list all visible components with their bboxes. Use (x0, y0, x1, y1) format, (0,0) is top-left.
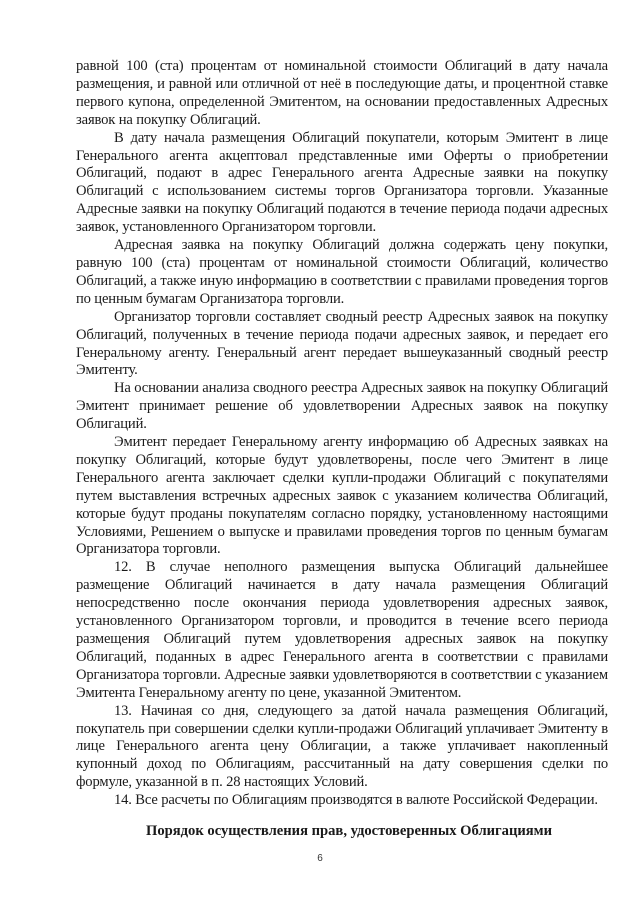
paragraph-item-12: 12. В случае неполного размещения выпуска Облигаций дальнейшее размещение Облигаций начинается в дату начала размещения Облигаций непосредственно после окончания периода удовлетворения адресных заявок, установленного Организатором торговли, и проводится в течение всего периода размещения Облигаций путем удовлетворения адресных заявок на покупку Облигаций, поданных в адрес Генерального агента в соответствии с правилами Организатора торговли. Адресные заявки удовлетворяются в соответствии с указанием Эмитента Генеральному агенту по цене, указанной Эмитентом. (76, 559, 608, 701)
paragraph-placement-day: В дату начала размещения Облигаций покупатели, которым Эмитент в лице Генерального агента акцептовал представленные ими Оферты о приобретении Облигаций, подают в адрес Генерального агента Адресные заявки на покупку Облигаций с использованием системы торгов Организатора торговли. Указанные Адресные заявки на покупку Облигаций подаются в течение периода подачи адресных заявок, установленного Организатором торговли. (76, 129, 608, 236)
paragraph-consolidated-register: Организатор торговли составляет сводный реестр Адресных заявок на покупку Облигаций, полученных в течение периода подачи адресных заявок, и передает его Генеральному агенту. Генеральный агент передает вышеуказанный сводный реестр Эмитенту. (76, 308, 608, 379)
paragraph-issuer-decision: На основании анализа сводного реестра Адресных заявок на покупку Облигаций Эмитент принимает решение об удовлетворении Адресных заявок на покупку Облигаций. (76, 380, 608, 433)
page-number: 6 (317, 853, 323, 864)
paragraph-agent-deals: Эмитент передает Генеральному агенту информацию об Адресных заявках на покупку Облигаций, которые будут удовлетворены, после чего Эмитент в лице Генерального агента заключает сделки купли-продажи Облигаций с покупателями путем выставления встречных адресных заявок с указанием количества Облигаций, которые будут проданы покупателям согласно порядку, установленному настоящими Условиями, Решением о выпуске и правилами проведения торгов по ценным бумагам Организатора торговли. (76, 434, 608, 558)
paragraph-order-content: Адресная заявка на покупку Облигаций должна содержать цену покупки, равную 100 (ста) процентам от номинальной стоимости Облигаций, количество Облигаций, а также иную информацию в соответствии с правилами проведения торгов по ценным бумагам Организатора торговли. (76, 237, 608, 307)
paragraph-item-13: 13. Начиная со дня, следующего за датой начала размещения Облигаций, покупатель при совершении сделки купли-продажи Облигаций уплачивает Эмитенту в лице Генерального агента цену Облигации, а также уплачивает накопленный купонный доход по Облигациям, рассчитанный на дату совершения сделки по формуле, указанной в п. 28 настоящих Условий. (76, 702, 608, 791)
section-heading: Порядок осуществления прав, удостоверенных Облигациями (146, 823, 553, 839)
paragraph-continuation: равной 100 (ста) процентам от номинальной стоимости Облигаций в дату начала размещения, и равной или отличной от неё в последующие даты, и процентной ставке первого купона, определенной Эмитентом, на основании предоставленных Адресных заявок на покупку Облигаций. (76, 58, 608, 128)
body-text (76, 58, 608, 810)
paragraph-item-14: 14. Все расчеты по Облигациям производятся в валюте Российской Федерации. (114, 792, 598, 809)
